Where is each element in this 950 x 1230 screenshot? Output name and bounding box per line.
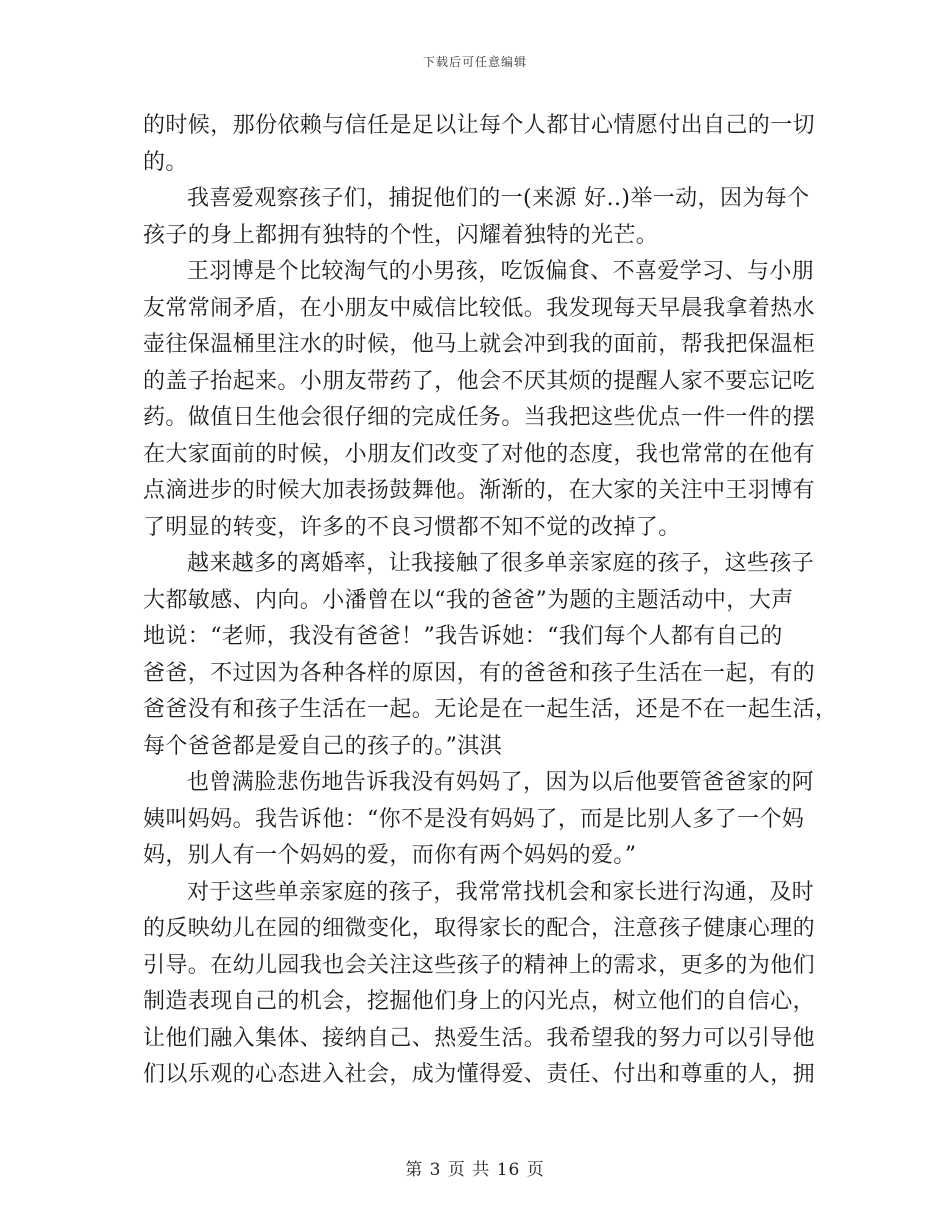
text-line: 爸爸，不过因为各种各样的原因，有的爸爸和孩子生活在一起，有的: [143, 660, 816, 686]
text-line: 制造表现自己的机会，挖掘他们身上的闪光点，树立他们的自信心，: [143, 989, 816, 1014]
text-line: 孩子的身上都拥有独特的个性，闪耀着独特的光芒。: [143, 222, 659, 248]
paragraph-start-line: 王羽博是个比较淘气的小男孩，吃饭偏食、不喜爱学习、与小朋: [187, 259, 815, 284]
text-line: 的。: [143, 149, 188, 175]
text-line: 的时候，那份依赖与信任是足以让每个人都甘心情愿付出自己的一切: [143, 113, 816, 138]
text-line: 妈，别人有一个妈妈的爱，而你有两个妈妈的爱。”: [143, 843, 637, 868]
text-line: 了明显的转变，许多的不良习惯都不知不觉的改掉了。: [143, 514, 681, 540]
text-line: 友常常闹矛盾，在小朋友中威信比较低。我发现每天早晨我拿着热水: [143, 295, 816, 321]
text-line: 引导。在幼儿园我也会关注这些孩子的精神上的需求，更多的为他们: [143, 952, 816, 978]
text-line: 点滴进步的时候大加表扬鼓舞他。渐渐的，在大家的关注中王羽博有: [143, 478, 816, 503]
text-line: 让他们融入集体、接纳自己、热爱生活。我希望我的努力可以引导他: [143, 1025, 816, 1051]
text-line: 每个爸爸都是爱自己的孩子的。”淇淇: [143, 733, 503, 759]
text-line: 地说：“老师，我没有爸爸！”我告诉她：“我们每个人都有自己的: [143, 624, 783, 649]
paragraph-start-line: 我喜爱观察孩子们，捕捉他们的一(来源 好..)举一动，因为每个: [187, 186, 810, 211]
page-number-footer: 第 3 页 共 16 页: [405, 1160, 545, 1180]
text-line: 的盖子抬起来。小朋友带药了，他会不厌其烦的提醒人家不要忘记吃: [143, 368, 816, 394]
text-line: 的反映幼儿在园的细微变化，取得家长的配合，注意孩子健康心理的: [143, 916, 816, 941]
text-line: 壶往保温桶里注水的时候，他马上就会冲到我的面前，帮我把保温柜: [143, 332, 816, 357]
text-line: 们以乐观的心态进入社会，成为懂得爱、责任、付出和尊重的人，拥: [143, 1062, 816, 1087]
page-header: 下载后可任意编辑: [422, 55, 527, 69]
text-line: 爸爸没有和孩子生活在一起。无论是在一起生活，还是不在一起生活，: [143, 697, 838, 722]
paragraph-start-line: 也曾满脸悲伤地告诉我没有妈妈了，因为以后他要管爸爸家的阿: [187, 770, 815, 795]
text-line: 在大家面前的时候，小朋友们改变了对他的态度，我也常常的在他有: [143, 441, 816, 467]
text-line: 药。做值日生他会很仔细的完成任务。当我把这些优点一件一件的摆: [143, 405, 816, 430]
text-line: 大都敏感、内向。小潘曾在以“我的爸爸”为题的主题活动中，大声: [143, 587, 794, 613]
text-line: 姨叫妈妈。我告诉他：“你不是没有妈妈了，而是比别人多了一个妈: [143, 806, 805, 832]
paragraph-start-line: 越来越多的离婚率，让我接触了很多单亲家庭的孩子，这些孩子: [187, 551, 815, 576]
body-text: [143, 108, 838, 1094]
paragraph-start-line: 对于这些单亲家庭的孩子，我常常找机会和家长进行沟通，及时: [187, 879, 815, 905]
